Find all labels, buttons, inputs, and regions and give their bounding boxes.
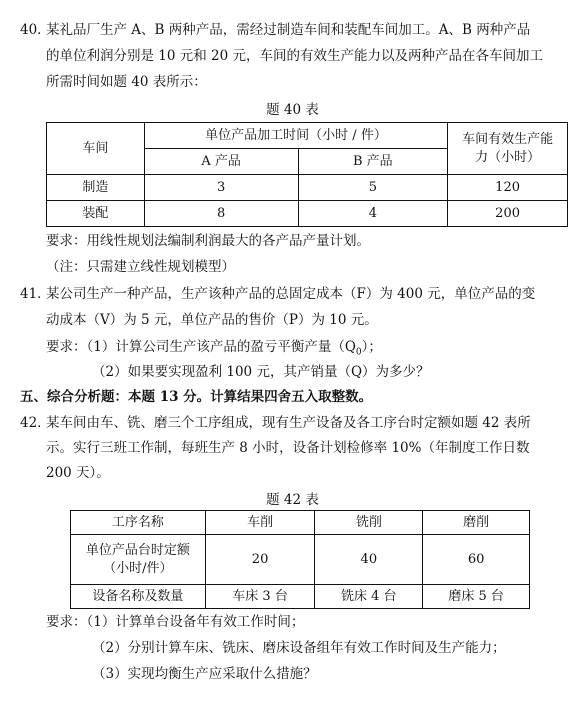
- q42-number: 42．: [20, 415, 51, 431]
- q40-line-2: 的单位利润分别是 10 元和 20 元，车间的有效生产能力以及两种产品在各车间加工: [46, 48, 544, 64]
- table-row: [47, 201, 568, 227]
- q42-line-2: 示。实行三班工作制，每班生产 8 小时，设备计划检修率 10%（年制度工作日数: [46, 440, 530, 456]
- q41-line-2: 动成本（V）为 5 元，单位产品的售价（P）为 10 元。: [46, 312, 378, 328]
- q42-row-time-label-line-1: 单位产品台时定额: [85, 542, 190, 558]
- q41-requirement-1: [46, 337, 382, 363]
- q41-requirement-2: （2）如果要实现盈利 100 元，其产销量（Q）为多少？: [92, 364, 430, 380]
- q40-row-assembly-b: 4: [298, 201, 448, 227]
- q40-header-capacity-line-1: 车间有效生产能: [462, 131, 554, 147]
- q40-header-product-a: A 产品: [144, 149, 298, 175]
- q40-header-product-b: B 产品: [298, 149, 448, 175]
- q40-row-manufacture-a: 3: [144, 175, 298, 201]
- q40-requirement: 要求：用线性规划法编制利润最大的各产品产量计划。: [46, 233, 370, 249]
- q40-line-3: 所需时间如题 40 表所示：: [46, 74, 207, 90]
- q40-header-unit-time: 单位产品加工时间（小时 / 件）: [144, 123, 447, 149]
- q42-requirement-1: 要求：（1）计算单台设备年有效工作时间；: [46, 614, 305, 630]
- q42-row-time-grinding: 60: [423, 535, 530, 585]
- q40-row-manufacture-capacity: 120: [448, 175, 568, 201]
- section-5-heading: 五、综合分析题：本题 13 分。计算结果四舍五入取整数。: [20, 389, 373, 405]
- q40-table: [46, 122, 568, 227]
- q40-row-manufacture-name: 制造: [47, 175, 145, 201]
- table-row: [71, 585, 530, 609]
- q40-row-assembly-name: 装配: [47, 201, 145, 227]
- q42-header-process: 工序名称: [71, 511, 206, 535]
- table-row: [47, 175, 568, 201]
- q42-row-equipment-milling: 铣床 4 台: [315, 585, 423, 609]
- q42-requirement-2: （2）分别计算车床、铣床、磨床设备组年有效工作时间及生产能力；: [92, 640, 506, 656]
- q42-line-1: 某车间由车、铣、磨三个工序组成，现有生产设备及各工序台时定额如题 42 表所: [46, 415, 531, 431]
- q42-table: [70, 510, 530, 609]
- table-row: [71, 535, 530, 585]
- q41-requirement-1-subscript: 0: [355, 347, 362, 358]
- q40-row-assembly-a: 8: [144, 201, 298, 227]
- q41-number: 41．: [20, 286, 51, 302]
- q42-row-time-label: [71, 535, 206, 585]
- q42-header-turning: 车削: [205, 511, 315, 535]
- q42-header-milling: 铣削: [315, 511, 423, 535]
- q42-row-equipment-turning: 车床 3 台: [205, 585, 315, 609]
- q42-row-time-turning: 20: [205, 535, 315, 585]
- q40-header-workshop: 车间: [47, 123, 145, 175]
- q42-row-equipment-label: 设备名称及数量: [71, 585, 206, 609]
- q41-line-1: 某公司生产一种产品，生产该种产品的总固定成本（F）为 400 元，单位产品的变: [46, 286, 536, 302]
- q40-header-capacity: [448, 123, 568, 175]
- q42-row-time-label-line-2: （小时/件）: [103, 560, 173, 576]
- q42-requirement-3: （3）实现均衡生产应采取什么措施？: [92, 666, 317, 682]
- q41-requirement-1-end: ）；: [361, 339, 382, 355]
- q42-row-time-milling: 40: [315, 535, 423, 585]
- q40-note: （注：只需建立线性规划模型）: [46, 259, 235, 275]
- q42-header-grinding: 磨削: [423, 511, 530, 535]
- q40-row-manufacture-b: 5: [298, 175, 448, 201]
- q42-line-3: 200 天）。: [46, 465, 110, 481]
- q40-row-assembly-capacity: 200: [448, 201, 568, 227]
- q40-number: 40．: [20, 22, 51, 38]
- q40-header-capacity-line-2: 力（小时）: [475, 149, 541, 165]
- q40-table-title: 题 40 表: [266, 102, 319, 118]
- q40-line-1: 某礼品厂生产 A、B 两种产品，需经过制造车间和装配车间加工。A、B 两种产品: [46, 22, 531, 38]
- q41-requirement-1-text: 要求：（1）计算公司生产该产品的盈亏平衡产量（Q: [46, 339, 356, 355]
- q42-row-equipment-grinding: 磨床 5 台: [423, 585, 530, 609]
- q42-table-title: 题 42 表: [266, 492, 319, 508]
